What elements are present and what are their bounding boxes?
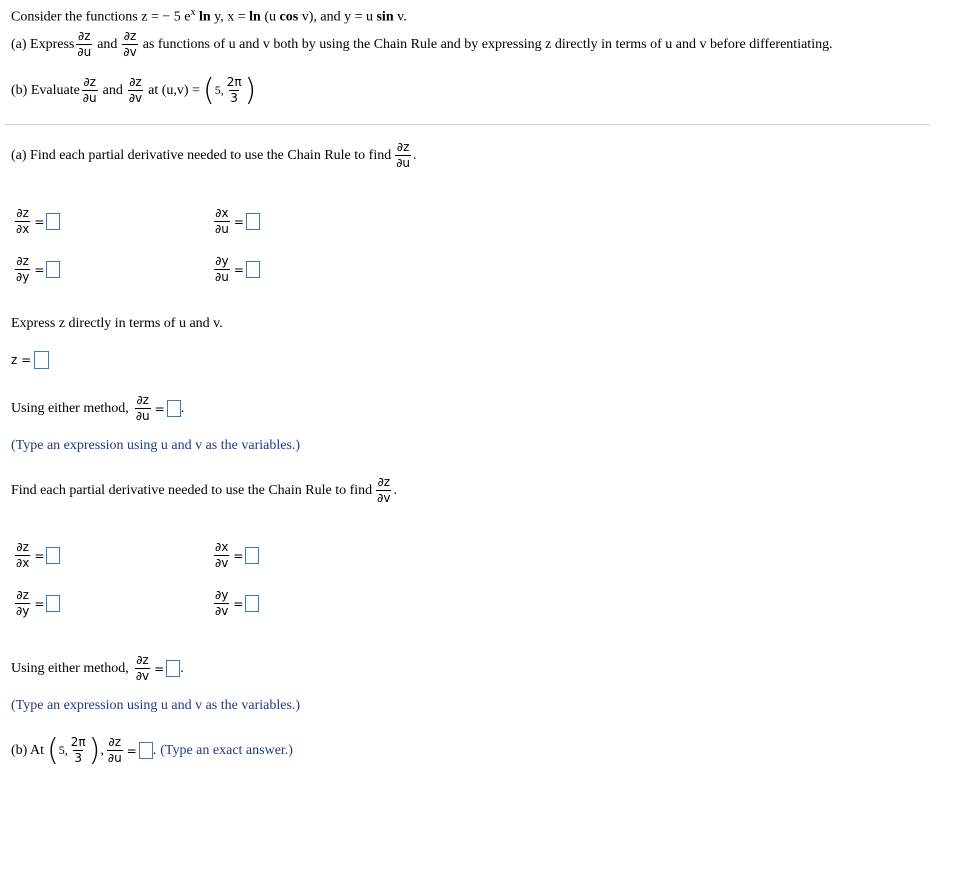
- part-a-statement: (a) Express $\frac{\partial z}{\partial u}$ and $\frac{\partial z}{\partial v}$ as functions of u and v both by using the Chain Rule and by expressing z directly in terms of u and v before differentiating.: [11, 29, 833, 59]
- dz-du-at-point-input[interactable]: [139, 742, 153, 759]
- dz-du-fraction: $\frac{\partial z}{\partial u}$: [82, 75, 97, 105]
- find-du-instruction: (a) Find each partial derivative needed to use the Chain Rule to find $\frac{\partial z}{\partial u}$ .: [11, 140, 417, 170]
- dx-du-input[interactable]: [246, 213, 260, 230]
- problem-intro: Consider the functions z = − 5 $e^x$ ln y, x = ln (u cos v), and y = u sin v.: [11, 7, 407, 25]
- dz-dv-hint: (Type an expression using u and v as the variables.): [11, 698, 301, 713]
- exact-answer-hint: (Type an exact answer.): [160, 742, 293, 758]
- dx-dv-input[interactable]: [245, 547, 259, 564]
- dz-du-answer-input[interactable]: [167, 400, 181, 417]
- dz-du-result-row: Using either method, $\frac{\partial z}{\partial u}$ = .: [11, 393, 185, 423]
- dz-dv-result-row: Using either method, $\frac{\partial z}{\partial v}$ = .: [11, 653, 184, 683]
- dx-dv-row: $\frac{\partial x}{\partial v}$ =: [212, 540, 259, 571]
- dz-du-fraction: $\frac{\partial z}{\partial u}$: [77, 29, 92, 59]
- dy-dv-input[interactable]: [245, 595, 259, 612]
- part-b-statement: (b) Evaluate $\frac{\partial z}{\partial u}$ and $\frac{\partial z}{\partial v}$ at (u,v) = ( 5, $\frac{2\pi}{3}$ ): [11, 72, 257, 108]
- find-dv-instruction: Find each partial derivative needed to use the Chain Rule to find $\frac{\partial z}{\partial v}$ .: [11, 475, 397, 505]
- dz-dv-answer-input[interactable]: [166, 660, 180, 677]
- dx-du-row: $\frac{\partial x}{\partial u}$ =: [212, 206, 260, 237]
- point-v-fraction: $\frac{2\pi}{3}$: [70, 735, 86, 765]
- dy-du-row: $\frac{\partial y}{\partial u}$ =: [212, 254, 260, 285]
- dz-dy-input[interactable]: [46, 261, 60, 278]
- separator: [5, 124, 930, 125]
- part-b-evaluate-row: (b) At ( 5, $\frac{2\pi}{3}$ ) , $\frac{\partial z}{\partial u}$ = . (Type an exact answer.): [11, 732, 293, 768]
- dz-dv-fraction: $\frac{\partial z}{\partial v}$: [128, 75, 143, 105]
- dz-dx-input[interactable]: [46, 213, 60, 230]
- dz-dx-row: $\frac{\partial z}{\partial x}$ =: [13, 206, 60, 237]
- dz-dx-input-2[interactable]: [46, 547, 60, 564]
- z-expression-input[interactable]: [34, 351, 49, 369]
- dz-du-fraction: $\frac{\partial z}{\partial u}$: [396, 140, 411, 170]
- dy-dv-row: $\frac{\partial y}{\partial v}$ =: [212, 588, 259, 619]
- point-v-fraction: $\frac{2\pi}{3}$: [226, 75, 242, 105]
- express-z-instruction: Express z directly in terms of u and v.: [11, 316, 223, 331]
- dz-dv-fraction: $\frac{\partial z}{\partial v}$: [123, 29, 137, 59]
- dz-dy-row-2: $\frac{\partial z}{\partial y}$ =: [13, 588, 60, 619]
- z-expression-row: z =: [11, 351, 49, 369]
- dz-dy-input-2[interactable]: [46, 595, 60, 612]
- dz-dy-row: $\frac{\partial z}{\partial y}$ =: [13, 254, 60, 285]
- dz-dx-row-2: $\frac{\partial z}{\partial x}$ =: [13, 540, 60, 571]
- dy-du-input[interactable]: [246, 261, 260, 278]
- dz-du-hint: (Type an expression using u and v as the variables.): [11, 438, 301, 453]
